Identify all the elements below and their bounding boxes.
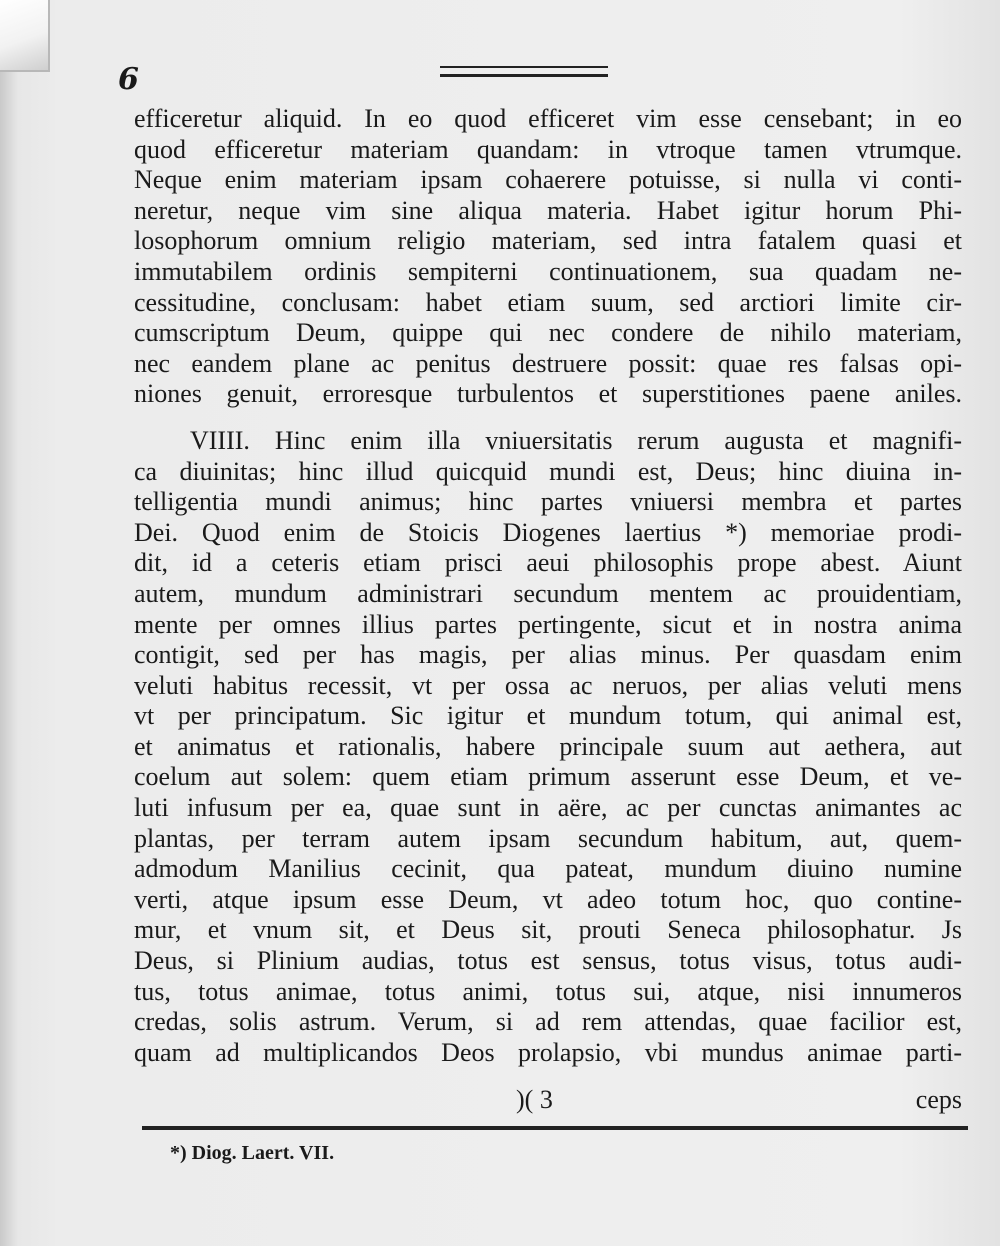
page-number: 6 bbox=[118, 62, 139, 97]
text-line: cumscriptum Deum, quippe qui nec condere de nihilo materiam, bbox=[134, 318, 962, 348]
header-rule bbox=[440, 66, 608, 77]
text-line: et animatus et rationalis, habere principale suum aut aethera, aut bbox=[134, 731, 962, 761]
text-line: niones genuit, erroresque turbulentos et superstitiones paene aniles. bbox=[134, 379, 962, 409]
section-heading-line: VIIII. Hinc enim illa vniuersitatis rerum augusta et magnifi- bbox=[190, 425, 962, 455]
text-line: mur, et vnum sit, et Deus sit, prouti Seneca philosophatur. Js bbox=[134, 915, 962, 945]
text-line: dit, id a ceteris etiam prisci aeui philosophis prope abest. Aiunt bbox=[134, 548, 962, 578]
text-line: tus, totus animae, totus animi, totus sui, atque, nisi innumeros bbox=[134, 976, 962, 1006]
text-line: veluti habitus recessit, vt per ossa ac neruos, per alias veluti mens bbox=[134, 670, 962, 700]
footnote: *) Diog. Laert. VII. bbox=[170, 1142, 335, 1164]
text-line: verti, atque ipsum esse Deum, vt adeo totum hoc, quo contine- bbox=[134, 884, 962, 914]
text-line: admodum Manilius cecinit, qua pateat, mundum diuino numine bbox=[134, 854, 962, 884]
paragraph-gap bbox=[134, 410, 962, 426]
text-line: plantas, per terram autem ipsam secundum habitum, aut, quem- bbox=[134, 823, 962, 853]
text-line: luti infusum per ea, quae sunt in aëre, ac per cunctas animantes ac bbox=[134, 793, 962, 823]
text-line: losophorum omnium religio materiam, sed intra fatalem quasi et bbox=[134, 226, 962, 256]
text-line: autem, mundum administrari secundum mentem ac prouidentiam, bbox=[134, 578, 962, 608]
paragraph-2 bbox=[134, 426, 962, 1068]
page-corner-fold bbox=[0, 0, 50, 72]
paragraph-1 bbox=[134, 104, 962, 410]
text-line: Deus, si Plinium audias, totus est sensus, totus visus, totus audi- bbox=[134, 946, 962, 976]
page-foot-marks bbox=[134, 1085, 962, 1115]
text-line: Neque enim materiam ipsam cohaerere potuisse, si nulla vi conti- bbox=[134, 165, 962, 195]
text-line: immutabilem ordinis sempiterni continuationem, sua quadam ne- bbox=[134, 256, 962, 286]
text-line: cessitudine, conclusam: habet etiam suum, sed arctiori limite cir- bbox=[134, 287, 962, 317]
text-line: nec eandem plane ac penitus destruere possit: quae res falsas opi- bbox=[134, 348, 962, 378]
signature-mark: )( 3 bbox=[516, 1085, 553, 1114]
text-line: Dei. Quod enim de Stoicis Diogenes laertius *) memoriae prodi- bbox=[134, 517, 962, 547]
text-line: efficeretur aliquid. In eo quod efficeret vim esse censebant; in eo bbox=[134, 104, 962, 133]
text-line: quod efficeretur materiam quandam: in vtroque tamen vtrumque. bbox=[134, 134, 962, 164]
text-line: telligentia mundi animus; hinc partes vniuersi membra et partes bbox=[134, 487, 962, 517]
catchword: ceps bbox=[915, 1085, 962, 1114]
footnote-rule bbox=[142, 1126, 968, 1130]
text-line: quam ad multiplicandos Deos prolapsio, vbi mundus animae parti- bbox=[134, 1037, 962, 1067]
text-line: mente per omnes illius partes pertingente, sicut et in nostra anima bbox=[134, 609, 962, 639]
text-line: neretur, neque vim sine aliqua materia. Habet igitur horum Phi- bbox=[134, 195, 962, 225]
text-line: credas, solis astrum. Verum, si ad rem attendas, quae facilior est, bbox=[134, 1007, 962, 1037]
text-line: vt per principatum. Sic igitur et mundum totum, qui animal est, bbox=[134, 701, 962, 731]
body-text bbox=[134, 104, 962, 1068]
text-line: coelum aut solem: quem etiam primum asserunt esse Deum, et ve- bbox=[134, 762, 962, 792]
text-line: contigit, sed per has magis, per alias minus. Per quasdam enim bbox=[134, 640, 962, 670]
text-line: ca diuinitas; hinc illud quicquid mundi est, Deus; hinc diuina in- bbox=[134, 456, 962, 486]
